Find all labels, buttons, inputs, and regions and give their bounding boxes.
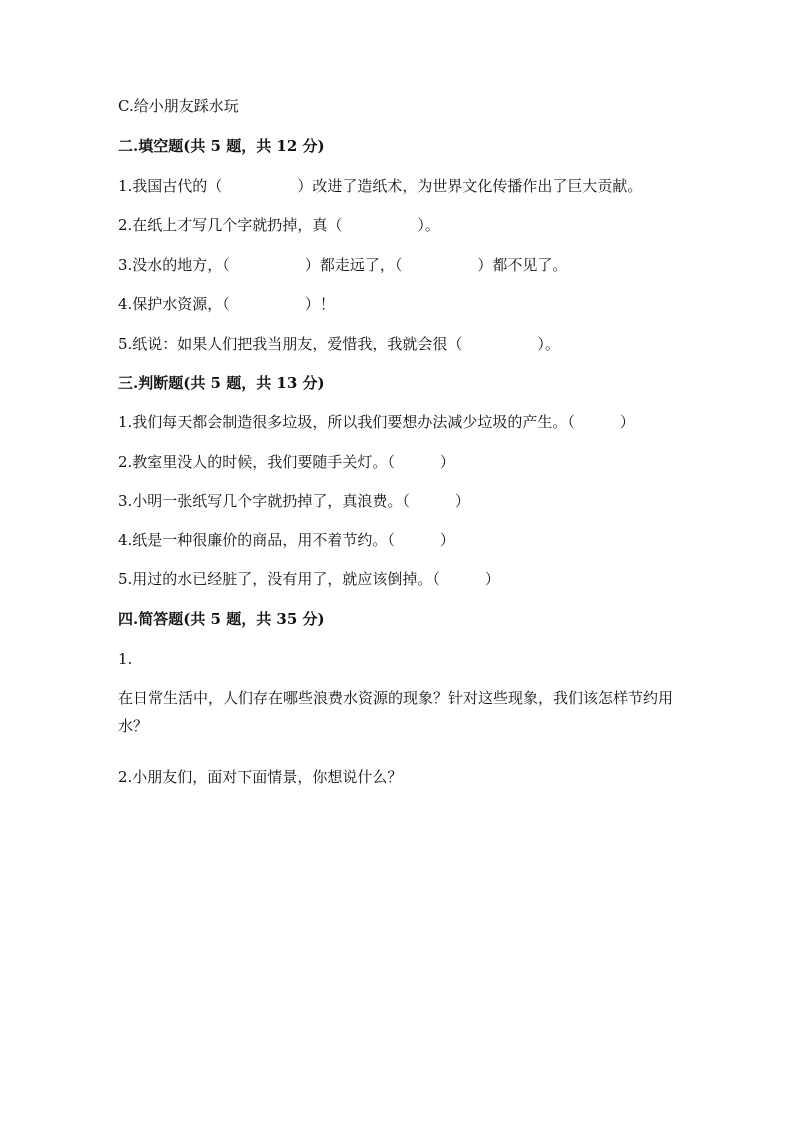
fill-in-question-3: 3.没水的地方，（ ）都走远了，（ ）都不见了。: [118, 256, 568, 274]
section-heading-fill-in: 二.填空题(共 5 题，共 12 分): [118, 137, 325, 155]
choice-option-c: C.给小朋友踩水玩: [118, 97, 239, 115]
short-answer-question-2: 2.小朋友们，面对下面情景，你想说什么？: [118, 768, 403, 786]
true-false-question-1: 1.我们每天都会制造很多垃圾，所以我们要想办法减少垃圾的产生。（ ）: [118, 413, 635, 431]
section-heading-short-answer: 四.简答题(共 5 题，共 35 分): [118, 610, 325, 628]
true-false-question-4: 4.纸是一种很廉价的商品，用不着节约。（ ）: [118, 531, 455, 549]
short-answer-question-1-number: 1.: [118, 650, 133, 668]
section-heading-true-false: 三.判断题(共 5 题，共 13 分): [118, 374, 325, 392]
true-false-question-5: 5.用过的水已经脏了，没有用了，就应该倒掉。（ ）: [118, 570, 500, 588]
true-false-question-2: 2.教室里没人的时候，我们要随手关灯。（ ）: [118, 453, 455, 471]
short-answer-question-1-text: 在日常生活中，人们存在哪些浪费水资源的现象？针对这些现象，我们该怎样节约用水？: [118, 689, 674, 735]
fill-in-question-1: 1.我国古代的（ ）改进了造纸术，为世界文化传播作出了巨大贡献。: [118, 177, 643, 195]
fill-in-question-2: 2.在纸上才写几个字就扔掉，真（ ）。: [118, 216, 440, 234]
fill-in-question-4: 4.保护水资源，（ ）！: [118, 295, 335, 313]
true-false-question-3: 3.小明一张纸写几个字就扔掉了，真浪费。（ ）: [118, 492, 470, 510]
fill-in-question-5: 5.纸说：如果人们把我当朋友，爱惜我，我就会很（ ）。: [118, 335, 560, 353]
